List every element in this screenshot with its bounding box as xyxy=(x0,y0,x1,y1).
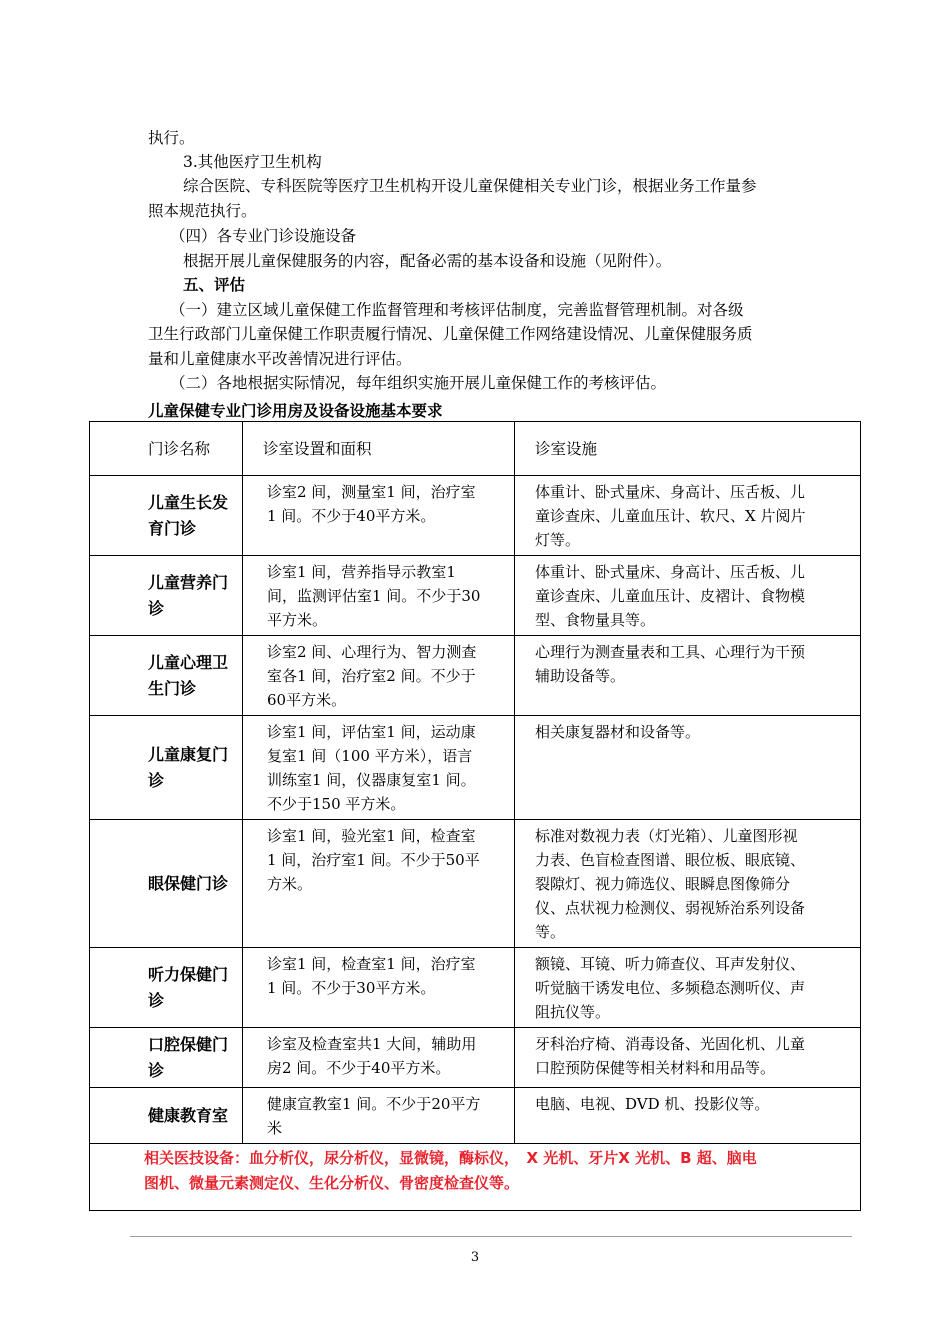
body-paragraph: （一）建立区域儿童保健工作监督管理和考核评估制度，完善监督管理机制。对各级 xyxy=(170,301,744,319)
cell-line: 体重计、卧式量床、身高计、压舌板、儿 xyxy=(535,483,806,501)
cell-line: 诊室2 间，测量室1 间，治疗室 xyxy=(267,483,476,501)
clinic-name-cell xyxy=(90,636,243,716)
note-line: 图机、微量元素测定仪、生化分析仪、骨密度检查仪等。 xyxy=(144,1174,520,1192)
cell-line: 房2 间。不少于40平方米。 xyxy=(267,1059,451,1077)
cell-line: 诊室1 间，营养指导示教室1 xyxy=(267,563,456,581)
cell-line: 牙科治疗椅、消毒设备、光固化机、儿童 xyxy=(535,1035,806,1053)
cell-line: 儿童营养门 xyxy=(148,573,229,592)
cell-line: 诊 xyxy=(148,991,165,1010)
clinic-name-cell xyxy=(90,820,243,948)
body-paragraph: 执行。 xyxy=(148,129,195,147)
section-heading: （四）各专业门诊设施设备 xyxy=(170,227,357,245)
body-paragraph: 卫生行政部门儿童保健工作职责履行情况、儿童保健工作网络建设情况、儿童保健服务质 xyxy=(148,325,753,343)
facilities-cell xyxy=(515,716,861,820)
clinic-requirements-table xyxy=(89,421,861,1211)
cell-line: 健康教育室 xyxy=(148,1106,229,1125)
header-facilities: 诊室设施 xyxy=(515,422,861,476)
cell-line: 1 间。不少于30平方米。 xyxy=(267,979,436,997)
cell-line: 听力保健门 xyxy=(148,965,229,984)
rooms-cell xyxy=(243,556,515,636)
table-row xyxy=(90,476,861,556)
rooms-cell xyxy=(243,476,515,556)
cell-line: 米 xyxy=(267,1119,283,1137)
body-paragraph: 根据开展儿童保健服务的内容，配备必需的基本设备和设施（见附件）。 xyxy=(183,252,672,270)
cell-line: 电脑、电视、DVD 机、投影仪等。 xyxy=(535,1095,770,1113)
body-paragraph: 综合医院、专科医院等医疗卫生机构开设儿童保健相关专业门诊，根据业务工作量参 xyxy=(183,177,757,195)
rooms-cell xyxy=(243,636,515,716)
cell-line: 儿童心理卫 xyxy=(148,653,229,672)
note-row xyxy=(90,1144,861,1211)
cell-line: 诊室1 间，验光室1 间，检查室 xyxy=(267,827,476,845)
cell-line: 口腔预防保健等相关材料和用品等。 xyxy=(535,1059,776,1077)
page-number: 3 xyxy=(470,1250,480,1265)
body-paragraph: 3.其他医疗卫生机构 xyxy=(183,153,322,171)
cell-line: 诊室1 间，检查室1 间，治疗室 xyxy=(267,955,476,973)
cell-line: 眼保健门诊 xyxy=(148,874,229,893)
cell-line: 诊室1 间，评估室1 间，运动康 xyxy=(267,723,476,741)
clinic-name-cell xyxy=(90,948,243,1028)
header-clinic-name: 门诊名称 xyxy=(90,422,243,476)
table-row xyxy=(90,948,861,1028)
table-row xyxy=(90,556,861,636)
clinic-name-cell xyxy=(90,716,243,820)
body-paragraph: （二）各地根据实际情况，每年组织实施开展儿童保健工作的考核评估。 xyxy=(170,374,667,392)
facilities-cell xyxy=(515,820,861,948)
cell-line: 力表、色盲检查图谱、眼位板、眼底镜、 xyxy=(535,851,806,869)
cell-line: 1 间，治疗室1 间。不少于50平 xyxy=(267,851,480,869)
cell-line: 儿童生长发 xyxy=(148,493,229,512)
cell-line: 心理行为测查量表和工具、心理行为干预 xyxy=(535,643,806,661)
facilities-cell xyxy=(515,1028,861,1088)
cell-line: 标准对数视力表（灯光箱）、儿童图形视 xyxy=(535,827,798,845)
cell-line: 生门诊 xyxy=(148,679,197,698)
cell-line: 健康宣教室1 间。不少于20平方 xyxy=(267,1095,481,1113)
cell-line: 诊 xyxy=(148,599,165,618)
cell-line: 复室1 间（100 平方米），语言 xyxy=(267,747,473,765)
facilities-cell xyxy=(515,556,861,636)
facilities-cell xyxy=(515,476,861,556)
cell-line: 1 间。不少于40平方米。 xyxy=(267,507,436,525)
cell-line: 诊 xyxy=(148,771,165,790)
clinic-name-cell xyxy=(90,556,243,636)
cell-line: 体重计、卧式量床、身高计、压舌板、儿 xyxy=(535,563,806,581)
cell-line: 额镜、耳镜、听力筛查仪、耳声发射仪、 xyxy=(535,955,806,973)
cell-line: 平方米。 xyxy=(267,611,328,629)
cell-line: 不少于150 平方米。 xyxy=(267,795,406,813)
cell-line: 室各1 间，治疗室2 间。不少于 xyxy=(267,667,476,685)
note-line: 相关医技设备：血分析仪，尿分析仪，显微镜，酶标仪， X 光机、牙片X 光机、B 超、脑电 xyxy=(144,1149,757,1167)
clinic-name-cell xyxy=(90,1028,243,1088)
cell-line: 60平方米。 xyxy=(267,691,347,709)
header-rooms-area: 诊室设置和面积 xyxy=(243,422,515,476)
cell-line: 听觉脑干诱发电位、多频稳态测听仪、声 xyxy=(535,979,806,997)
clinic-name-cell xyxy=(90,476,243,556)
clinic-name-cell xyxy=(90,1088,243,1144)
cell-line: 灯等。 xyxy=(535,531,581,549)
table-row xyxy=(90,1088,861,1144)
rooms-cell xyxy=(243,948,515,1028)
rooms-cell xyxy=(243,1028,515,1088)
cell-line: 辅助设备等。 xyxy=(535,667,626,685)
cell-line: 间，监测评估室1 间。不少于30 xyxy=(267,587,481,605)
section-heading: 五、评估 xyxy=(183,276,246,294)
cell-line: 童诊查床、儿童血压计、皮褶计、食物模 xyxy=(535,587,806,605)
rooms-cell xyxy=(243,716,515,820)
cell-line: 阻抗仪等。 xyxy=(535,1003,611,1021)
cell-line: 童诊查床、儿童血压计、软尺、X 片阅片 xyxy=(535,507,806,525)
table-row xyxy=(90,1028,861,1088)
cell-line: 诊 xyxy=(148,1061,165,1080)
rooms-cell xyxy=(243,1088,515,1144)
table-row xyxy=(90,636,861,716)
cell-line: 诊室及检查室共1 大间，辅助用 xyxy=(267,1035,477,1053)
cell-line: 方米。 xyxy=(267,875,313,893)
cell-line: 儿童康复门 xyxy=(148,745,229,764)
table-row xyxy=(90,820,861,948)
cell-line: 等。 xyxy=(535,923,566,941)
cell-line: 训练室1 间，仪器康复室1 间。 xyxy=(267,771,476,789)
cell-line: 育门诊 xyxy=(148,519,197,538)
footer-divider xyxy=(130,1236,852,1237)
cell-line: 裂隙灯、视力筛选仪、眼瞬息图像筛分 xyxy=(535,875,791,893)
facilities-cell xyxy=(515,948,861,1028)
cell-line: 诊室2 间、心理行为、智力测查 xyxy=(267,643,477,661)
rooms-cell xyxy=(243,820,515,948)
equipment-note xyxy=(90,1144,861,1211)
body-paragraph: 量和儿童健康水平改善情况进行评估。 xyxy=(148,350,412,368)
cell-line: 口腔保健门 xyxy=(148,1035,229,1054)
cell-line: 仪、点状视力检测仪、弱视矫治系列设备 xyxy=(535,899,806,917)
table-title: 儿童保健专业门诊用房及设备设施基本要求 xyxy=(148,402,443,420)
table-row xyxy=(90,716,861,820)
table-header-row xyxy=(90,422,861,476)
cell-line: 型、食物量具等。 xyxy=(535,611,656,629)
facilities-cell xyxy=(515,636,861,716)
cell-line: 相关康复器材和设备等。 xyxy=(535,723,701,741)
body-paragraph: 照本规范执行。 xyxy=(148,202,257,220)
facilities-cell xyxy=(515,1088,861,1144)
